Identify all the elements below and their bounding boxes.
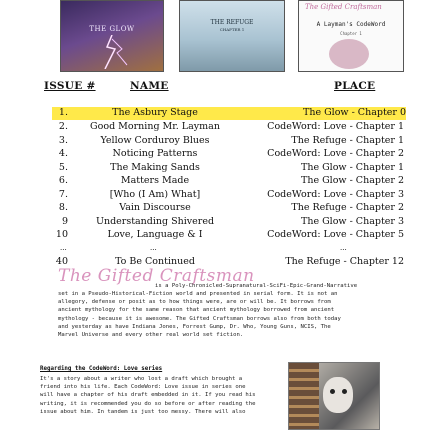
issue-name: Understanding Shivered: [95, 215, 215, 227]
lightning-icon: [87, 35, 137, 69]
issue-number: 40: [55, 256, 68, 267]
cover-subtitle: CHAPTER 1: [219, 27, 245, 32]
series-line: issue about him. In tandem is just too messy. There will also: [40, 408, 246, 415]
issue-row: [0, 148, 430, 161]
header-name: NAME: [130, 80, 169, 92]
issue-place: The Glow - Chapter 3: [300, 215, 404, 227]
issue-name: [Who (I Am) What]: [109, 188, 201, 200]
cover-the-glow: [60, 0, 164, 72]
issue-number: 2.: [58, 121, 68, 132]
issue-number: 3.: [58, 134, 68, 146]
series-line: It's a story about a writer who lost a draft which brought a: [40, 376, 243, 382]
eye: [342, 389, 347, 394]
issue-place: The Refuge - Chapter 1: [291, 134, 404, 146]
issue-number: 7.: [58, 188, 68, 200]
issue-place: The Glow - Chapter 0: [302, 107, 406, 118]
issue-place: The Refuge - Chapter 2: [291, 202, 404, 213]
issue-number: 9: [61, 215, 68, 227]
description-line: ancient mythology for the same reason that ancient mythology borrowed from ancient: [58, 307, 335, 314]
issue-number: 4.: [58, 148, 68, 159]
issue-name: The Asbury Stage: [112, 107, 198, 118]
signature-logo: The Gifted Craftsman: [58, 266, 255, 286]
issue-name: Love, Language & I: [107, 229, 203, 240]
issue-place: CodeWord: Love - Chapter 1: [267, 121, 404, 132]
description-line: set in a Pseudo-Historical-Fiction world and presented in serial form. It is not an: [58, 291, 338, 297]
series-paragraph: [40, 375, 282, 416]
ellipsis-separator: ... ... ...: [60, 244, 347, 252]
series-title: Regarding the CodeWord: Love series: [40, 366, 163, 372]
description-line: allegory, defense or posit as to how things were, are or will be. It borrows from: [58, 299, 331, 306]
series-line: friend into his life. Each CodeWord: Love issue in series one: [40, 384, 246, 391]
issue-number: 10: [55, 229, 68, 240]
eye: [330, 389, 335, 394]
issue-place: CodeWord: Love - Chapter 3: [267, 188, 404, 200]
series-line: will have a chapter of his draft embedded in it. If you read his: [40, 392, 256, 399]
cover-brand: The Gifted Craftsman: [305, 3, 382, 11]
issue-name: Noticing Patterns: [112, 148, 198, 159]
issue-name: Vain Discourse: [119, 202, 191, 213]
issue-row: [0, 229, 430, 242]
cover-title: THE REFUGE: [210, 19, 254, 26]
description-paragraph: [58, 290, 384, 339]
issue-number: 6.: [58, 175, 68, 186]
description-line: mythology - because it is awesome. The Gifted Craftsman borrows also from both today: [58, 315, 341, 322]
description-line: Marvel Universe and every other real world set fiction.: [58, 332, 244, 339]
issue-name: Yellow Corduroy Blues: [100, 134, 210, 146]
issue-row: [52, 107, 406, 120]
issue-name: To Be Continued: [115, 256, 195, 267]
issue-place: The Refuge - Chapter 12: [285, 256, 404, 267]
description-line: and yesterday as have Indiana Jones, Forrest Gump, Dr. Who, Young Guns, NCIS, The: [58, 323, 331, 330]
issue-number: 8.: [58, 202, 68, 213]
face: [323, 377, 353, 413]
issue-place: CodeWord: Love - Chapter 2: [267, 148, 404, 159]
issue-row: [0, 202, 430, 215]
issue-name: Matters Made: [120, 175, 190, 186]
issue-place: CodeWord: Love - Chapter 5: [267, 229, 404, 240]
book-covers: [0, 0, 430, 74]
issue-row: [0, 135, 430, 148]
cover-title: A Layman's CodeWord: [316, 21, 386, 28]
issue-name: The Making Sands: [110, 161, 200, 173]
cover-title: THE GLOW: [89, 25, 135, 33]
cover-the-refuge: [179, 0, 285, 72]
issue-name: Good Morning Mr. Layman: [90, 121, 220, 132]
description-first-line: is a Poly-Chronicled-Supranatural-SciFi-Epic-Grand-Narrative: [155, 283, 358, 289]
issue-row: [0, 189, 430, 202]
issue-place: The Glow - Chapter 1: [300, 161, 404, 173]
issue-number: 1.: [58, 107, 68, 118]
cover-illustration: [329, 39, 369, 69]
author-photo: [288, 362, 380, 430]
series-line: writing, it is recommended you do so before or after reading the: [40, 400, 256, 407]
issue-row: [0, 216, 430, 229]
cover-codeword: [298, 0, 404, 72]
bookshelf: [289, 363, 319, 430]
cover-subtitle: Chapter 1: [340, 31, 362, 36]
issue-number: 5.: [58, 161, 68, 173]
issue-place: The Glow - Chapter 2: [300, 175, 404, 186]
header-place: PLACE: [334, 80, 376, 92]
issue-row: [0, 162, 430, 175]
issue-row: [0, 175, 430, 188]
header-issue: ISSUE #: [44, 80, 96, 92]
issue-row: [0, 121, 430, 134]
